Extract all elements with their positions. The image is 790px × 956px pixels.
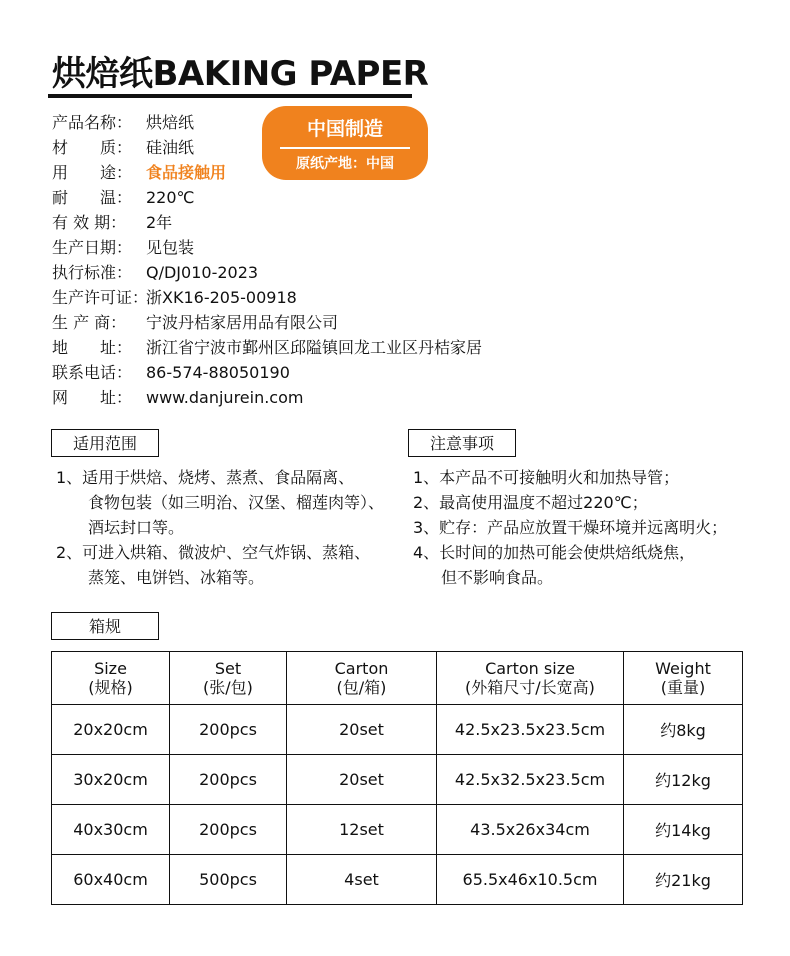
column-header — [624, 652, 743, 705]
table-cell: 42.5x32.5x23.5cm — [437, 755, 624, 805]
info-label: 执行标准： — [52, 263, 133, 282]
info-row-address — [52, 335, 482, 360]
title-underline — [48, 94, 412, 98]
info-label: 用 途： — [52, 163, 133, 182]
info-value: 86-574-88050190 — [146, 363, 290, 382]
table-cell: 60x40cm — [52, 855, 170, 905]
info-label: 有 效 期： — [52, 213, 127, 232]
list-item: 4、长时间的加热可能会使烘焙纸烧焦， — [413, 543, 696, 562]
info-label: 产品名称： — [52, 113, 133, 132]
list-item: 1、适用于烘焙、烧烤、蒸煮、食品隔离、 — [56, 468, 355, 487]
badge-divider — [280, 147, 410, 149]
table-cell: 约21kg — [624, 855, 743, 905]
badge-sub-text: 原纸产地：中国 — [296, 156, 394, 172]
info-value: 浙江省宁波市鄞州区邱隘镇回龙工业区丹桔家居 — [146, 338, 483, 357]
column-header — [287, 652, 437, 705]
page-title: 烘焙纸BAKING PAPER — [52, 54, 429, 94]
info-value: 见包装 — [146, 238, 195, 257]
table-cell: 约12kg — [624, 755, 743, 805]
table-row — [52, 805, 743, 855]
scope-list — [56, 465, 384, 590]
list-item: 1、本产品不可接触明火和加热导管； — [413, 468, 680, 487]
list-item: 2、最高使用温度不超过220℃； — [413, 493, 648, 512]
info-label: 网 址： — [52, 388, 133, 407]
header-cn: (外箱尺寸/长宽高) — [465, 678, 595, 697]
table-cell: 200pcs — [170, 755, 287, 805]
notes-section-title: 注意事项 — [408, 429, 516, 457]
list-item: 蒸笼、电饼铛、冰箱等。 — [88, 568, 265, 587]
info-value: 220℃ — [146, 188, 195, 207]
info-label: 联系电话： — [52, 363, 133, 382]
info-label: 耐 温： — [52, 188, 133, 207]
info-value: 宁波丹桔家居用品有限公司 — [146, 313, 339, 332]
badge-main-text: 中国制造 — [306, 118, 383, 140]
header-en: Set — [214, 659, 242, 678]
list-item: 食物包装（如三明治、汉堡、榴莲肉等）、 — [88, 493, 385, 512]
header-en: Carton size — [485, 659, 575, 678]
table-cell: 200pcs — [170, 805, 287, 855]
info-row-license — [52, 285, 482, 310]
table-cell: 500pcs — [170, 855, 287, 905]
table-cell: 20set — [287, 755, 437, 805]
info-value: 2年 — [146, 213, 173, 232]
header-en: Carton — [334, 659, 389, 678]
table-row — [52, 855, 743, 905]
table-cell: 30x20cm — [52, 755, 170, 805]
table-cell: 约8kg — [624, 705, 743, 755]
info-value: Q/DJ010-2023 — [146, 263, 259, 282]
column-header — [437, 652, 624, 705]
info-row-website — [52, 385, 482, 410]
carton-spec-table — [51, 651, 743, 905]
info-value: www.danjurein.com — [146, 388, 304, 407]
info-row-phone — [52, 360, 482, 385]
table-cell: 4set — [287, 855, 437, 905]
header-cn: (重量) — [660, 678, 706, 697]
table-cell: 65.5x46x10.5cm — [437, 855, 624, 905]
table-cell: 12set — [287, 805, 437, 855]
header-en: Weight — [655, 659, 711, 678]
column-header — [170, 652, 287, 705]
info-label: 材 质： — [52, 138, 133, 157]
table-header-row — [52, 652, 743, 705]
list-item: 酒坛封口等。 — [88, 518, 185, 537]
list-item: 但不影响食品。 — [441, 568, 554, 587]
info-row-manufacturer — [52, 310, 482, 335]
info-value: 硅油纸 — [146, 138, 195, 157]
table-cell: 约14kg — [624, 805, 743, 855]
table-cell: 20x20cm — [52, 705, 170, 755]
made-in-china-badge — [262, 106, 428, 180]
table-row — [52, 705, 743, 755]
info-row-standard — [52, 260, 482, 285]
table-cell: 40x30cm — [52, 805, 170, 855]
table-row — [52, 755, 743, 805]
list-item: 2、可进入烘箱、微波炉、空气炸锅、蒸箱、 — [56, 543, 371, 562]
list-item: 3、贮存：产品应放置干燥环境并远离明火； — [413, 518, 728, 537]
info-label: 生 产 商： — [52, 313, 127, 332]
info-label: 地 址： — [52, 338, 133, 357]
header-en: Size — [94, 659, 127, 678]
notes-list — [413, 465, 727, 590]
info-value-highlight: 食品接触用 — [146, 163, 227, 182]
spec-section-title: 箱规 — [51, 612, 159, 640]
info-value: 浙XK16-205-00918 — [146, 288, 297, 307]
info-value: 烘焙纸 — [146, 113, 195, 132]
info-label: 生产许可证： — [52, 288, 149, 307]
info-label: 生产日期： — [52, 238, 133, 257]
info-row-temperature — [52, 185, 482, 210]
header-cn: (张/包) — [203, 678, 253, 697]
info-row-validity — [52, 210, 482, 235]
info-row-production-date — [52, 235, 482, 260]
header-cn: (规格) — [88, 678, 133, 697]
scope-section-title: 适用范围 — [51, 429, 159, 457]
table-cell: 42.5x23.5x23.5cm — [437, 705, 624, 755]
column-header — [52, 652, 170, 705]
table-cell: 20set — [287, 705, 437, 755]
table-cell: 43.5x26x34cm — [437, 805, 624, 855]
table-cell: 200pcs — [170, 705, 287, 755]
header-cn: (包/箱) — [336, 678, 387, 697]
